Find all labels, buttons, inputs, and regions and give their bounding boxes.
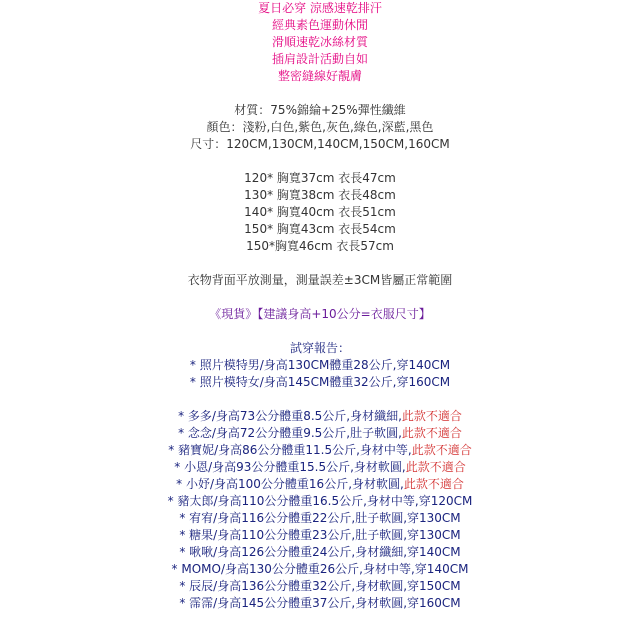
entry-main: * 豬寶妮/身高86公分體重11.5公斤,身材中等,	[168, 443, 412, 457]
size-row: 150* 胸寬43cm 衣長54cm	[244, 222, 396, 236]
report-entry	[0, 561, 640, 578]
entry-main: * 糖果/身高110公分體重23公斤,肚子軟圓,穿130CM	[179, 528, 461, 542]
report-title: 試穿報告：	[289, 341, 350, 355]
material-text: 材質：75%錦綸+25%彈性纖維	[234, 103, 406, 117]
intro-line: 經典素色運動休閒	[271, 18, 368, 32]
fitting-report	[0, 340, 640, 612]
spec-block	[0, 102, 640, 153]
size-row: 150*胸寬46cm 衣長57cm	[246, 239, 394, 253]
entry-warning: 此款不適合	[411, 443, 472, 457]
entry-warning: 此款不適合	[403, 477, 464, 491]
report-entry	[0, 595, 640, 612]
entry-main: * 啾啾/身高126公分體重24公斤,身材纖細,穿140CM	[179, 545, 461, 559]
report-entry	[0, 408, 640, 425]
entry-warning: 此款不適合	[401, 409, 462, 423]
measure-note: 衣物背面平放測量，測量誤差±3CM皆屬正常範圍	[187, 273, 453, 287]
entry-warning: 此款不適合	[405, 460, 466, 474]
size-row: 130* 胸寬38cm 衣長48cm	[244, 188, 396, 202]
entry-main: * MOMO/身高130公分體重26公斤,身材中等,穿140CM	[171, 562, 469, 576]
colors-text: 顏色：淺粉,白色,紫色,灰色,綠色,深藍,黑色	[206, 120, 434, 134]
report-entry	[0, 544, 640, 561]
entry-main: * 小恩/身高93公分體重15.5公斤,身材軟圓,	[174, 460, 406, 474]
stock-note	[0, 306, 640, 323]
intro-block	[0, 0, 640, 85]
entry-main: * 宥宥/身高116公分體重22公斤,肚子軟圓,穿130CM	[179, 511, 461, 525]
entry-main: * 豬太郎/身高110公分體重16.5公斤,身材中等,穿120CM	[167, 494, 473, 508]
report-entry	[0, 578, 640, 595]
report-entry	[0, 442, 640, 459]
report-entry	[0, 527, 640, 544]
intro-line: 整密縫線好靚膚	[277, 69, 362, 83]
entry-main: * 念念/身高72公分體重9.5公斤,肚子軟圓,	[178, 426, 402, 440]
intro-line: 插肩設計活動自如	[271, 52, 368, 66]
entry-main: * 多多/身高73公分體重8.5公斤,身材纖細,	[178, 409, 402, 423]
stock-tag: 《現貨》	[209, 307, 258, 321]
entry-main: * 辰辰/身高136公分體重32公斤,身材軟圓,穿150CM	[179, 579, 461, 593]
entry-main: * 小妤/身高100公分體重16公斤,身材軟圓,	[176, 477, 404, 491]
size-row: 120* 胸寬37cm 衣長47cm	[244, 171, 396, 185]
size-advice: 【建議身高+10公分=衣服尺寸】	[257, 307, 431, 321]
intro-line: 滑順速乾冰絲材質	[271, 35, 368, 49]
report-entry	[0, 459, 640, 476]
intro-line: 夏日必穿 涼感速乾排汗	[258, 1, 382, 15]
entry-main: * 霈霈/身高145公分體重37公斤,身材軟圓,穿160CM	[179, 596, 461, 610]
report-entry	[0, 493, 640, 510]
size-row: 140* 胸寬40cm 衣長51cm	[244, 205, 396, 219]
report-entry	[0, 425, 640, 442]
model-row: * 照片模特女/身高145CM體重32公斤,穿160CM	[189, 375, 451, 389]
sizes-text: 尺寸：120CM,130CM,140CM,150CM,160CM	[190, 137, 450, 151]
model-row: * 照片模特男/身高130CM體重28公斤,穿140CM	[189, 358, 451, 372]
report-entry	[0, 476, 640, 493]
report-entry	[0, 510, 640, 527]
size-chart	[0, 170, 640, 255]
entry-warning: 此款不適合	[401, 426, 462, 440]
